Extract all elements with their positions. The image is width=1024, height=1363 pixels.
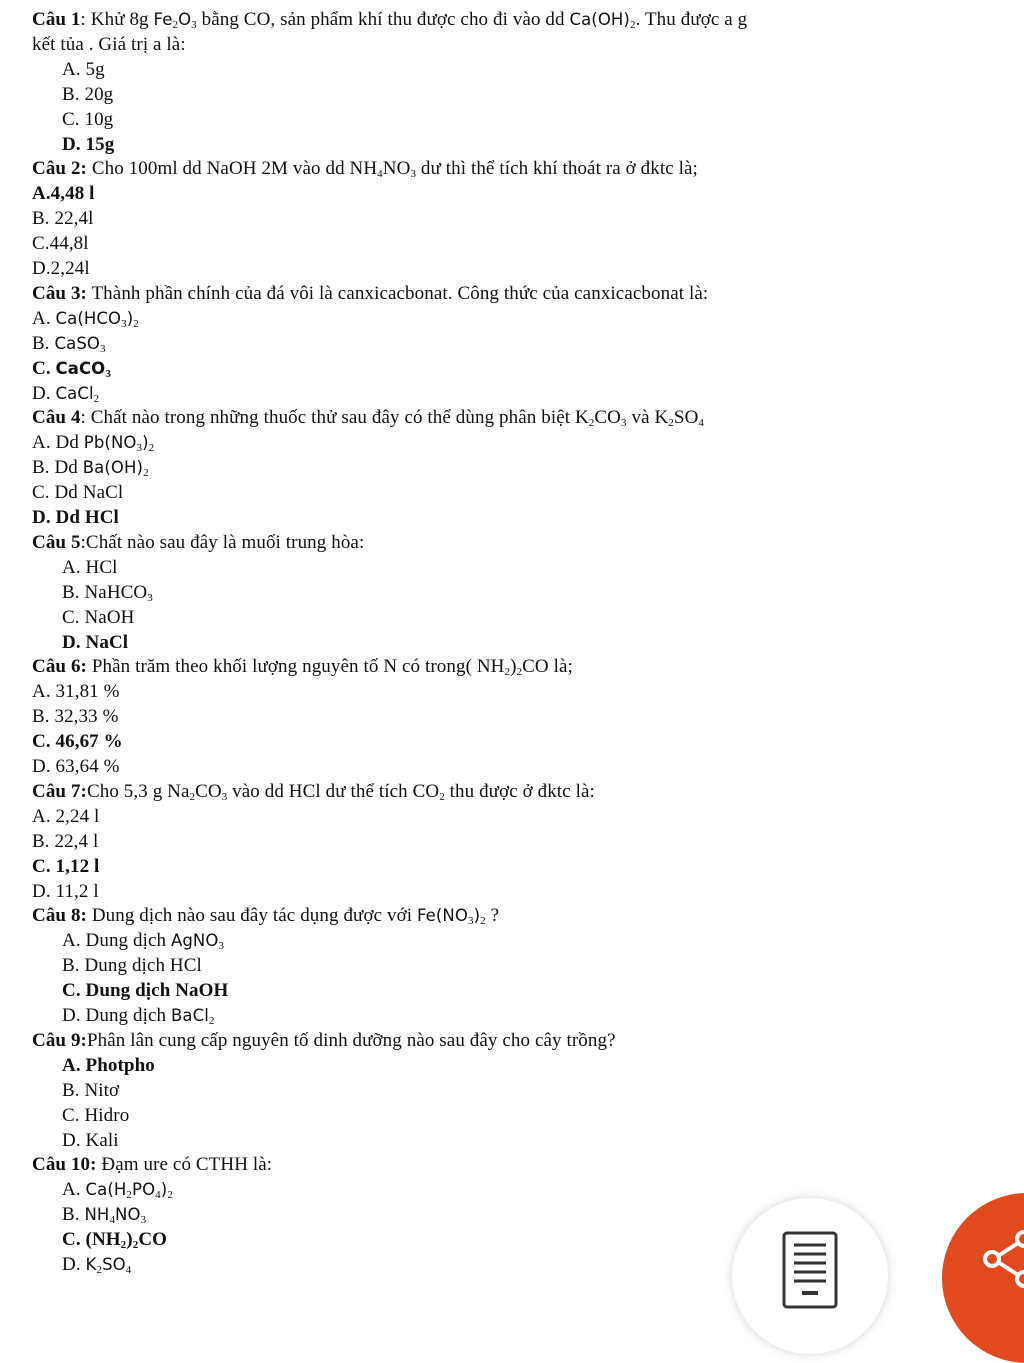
answer-option <box>32 705 119 729</box>
subscript: 2 <box>96 1264 103 1276</box>
answer-option <box>62 1228 167 1252</box>
text-run: CO <box>594 407 622 429</box>
answer-option <box>32 855 99 879</box>
text-run: CaCl <box>55 383 94 403</box>
subscript: 2 <box>516 666 523 679</box>
answer-option <box>32 382 99 406</box>
answer-option <box>32 830 98 854</box>
text-run: ) <box>142 433 149 453</box>
answer-option <box>32 357 111 381</box>
answer-option <box>32 755 120 779</box>
text-run: Phần trăm theo khối lượng nguyên tố N có trong( NH <box>86 656 505 678</box>
text-run: A. Dd <box>32 432 84 454</box>
share-icon <box>978 1229 1024 1289</box>
answer-option <box>62 954 202 978</box>
question-line <box>32 8 747 32</box>
subscript: 2 <box>668 417 674 430</box>
answer-option <box>32 332 106 356</box>
text-run: CaCO <box>55 358 106 378</box>
text-run: ) <box>126 308 134 328</box>
text-run: A. Dung dịch <box>62 930 171 952</box>
answer-option <box>62 581 153 605</box>
text-run: B. Nitơ <box>62 1079 120 1101</box>
subscript: 3 <box>147 591 153 604</box>
subscript: 3 <box>218 940 225 953</box>
text-run: Câu 5 <box>32 531 81 553</box>
text-run: C. NaOH <box>62 606 135 628</box>
subscript: 4 <box>109 1214 116 1227</box>
answer-option <box>32 506 119 530</box>
subscript: 2 <box>126 1189 133 1202</box>
subscript: 2 <box>133 317 139 330</box>
answer-option <box>62 979 228 1003</box>
answer-option <box>32 257 90 281</box>
text-run: A. <box>32 307 56 329</box>
subscript: 2 <box>208 1015 215 1027</box>
answer-option <box>62 631 128 655</box>
text-run: Câu 10: <box>32 1154 97 1176</box>
subscript: 2 <box>167 1189 173 1202</box>
text-run: C. 10g <box>62 108 114 130</box>
text-run: A.4,48 l <box>32 183 95 205</box>
answer-option <box>62 108 113 132</box>
text-run: bằng CO, sản phẩm khí thu được cho đi vào dd <box>196 9 570 30</box>
text-run: D. 11,2 l <box>32 880 99 902</box>
question-line <box>32 1153 272 1177</box>
text-run: Ca(H <box>85 1180 127 1200</box>
text-run: C. <box>62 1229 86 1251</box>
text-run: C. Hidro <box>62 1104 130 1126</box>
text-run: A. <box>62 1179 86 1201</box>
answer-option <box>62 1129 119 1153</box>
text-run: Cho 100ml dd NaOH 2M vào dd NH <box>86 158 378 180</box>
text-run: vào dd HCl dư thể tích CO <box>227 780 440 802</box>
text-run: B. 32,33 % <box>32 706 119 728</box>
text-run: CaSO <box>54 333 100 353</box>
text-run: C. Dd NaCl <box>32 482 124 504</box>
question-line <box>32 655 573 679</box>
text-run: D. Dung dịch <box>62 1005 171 1026</box>
text-run: A. 5g <box>62 58 105 80</box>
text-run: C.44,8l <box>32 233 89 255</box>
question-line <box>32 531 364 555</box>
text-run: BaCl <box>170 1006 209 1025</box>
text-run: D. 63,64 % <box>32 756 120 777</box>
answer-option <box>62 1178 173 1202</box>
answer-option <box>62 83 113 107</box>
text-run: CO <box>195 780 222 802</box>
answer-option <box>32 481 123 505</box>
text-run: B. Dung dịch HCl <box>62 955 202 977</box>
text-run: O <box>178 10 192 29</box>
text-run: kết tủa . Giá trị a là: <box>32 33 186 55</box>
text-run: : Khử 8g <box>80 9 154 30</box>
text-run: C. 46,67 % <box>32 731 123 753</box>
text-run: C. 1,12 l <box>32 855 100 877</box>
text-run: CO là; <box>522 656 573 678</box>
answer-option <box>62 929 224 953</box>
text-run: (NH <box>85 1229 121 1251</box>
text-run: D. Dd HCl <box>32 507 119 528</box>
document-icon <box>780 1231 840 1311</box>
text-run: Đạm ure có CTHH là: <box>96 1154 273 1176</box>
subscript: 3 <box>221 790 228 803</box>
subscript: 3 <box>621 417 627 430</box>
subscript: 2 <box>480 915 486 928</box>
subscript: 2 <box>172 19 179 31</box>
answer-option <box>62 1054 155 1078</box>
text-run: D. <box>62 1254 86 1275</box>
subscript: 4 <box>125 1264 132 1276</box>
subscript: 2 <box>93 392 100 405</box>
text-run: D. NaCl <box>62 631 129 653</box>
text-run: K <box>654 407 669 429</box>
answer-option <box>32 182 95 206</box>
answer-option <box>32 456 149 480</box>
text-run: B. 20g <box>62 83 114 105</box>
text-run: Ba(OH) <box>82 458 144 478</box>
text-run: B. <box>32 332 55 354</box>
text-run: A. 2,24 l <box>32 805 100 827</box>
subscript: 3 <box>467 915 474 928</box>
answer-option <box>32 680 120 704</box>
answer-option <box>32 307 139 331</box>
subscript: 4 <box>698 417 705 430</box>
subscript: 2 <box>439 790 445 803</box>
subscript: 3 <box>140 1214 147 1227</box>
subscript: 2 <box>189 790 196 803</box>
question-line <box>32 904 499 928</box>
answer-option <box>32 431 154 455</box>
answer-option <box>62 1253 131 1277</box>
text-run: NO <box>115 1205 141 1225</box>
text-run: D. Kali <box>62 1129 119 1151</box>
subscript: 4 <box>377 168 383 181</box>
text-run: NH <box>84 1205 110 1225</box>
text-run: :Chất nào sau đây là muối trung hòa: <box>80 531 365 553</box>
share-button[interactable] <box>942 1193 1024 1363</box>
subscript: 3 <box>99 342 106 355</box>
text-run: Câu 8: <box>32 905 87 927</box>
question-line <box>32 1029 616 1053</box>
answer-option <box>62 1004 215 1028</box>
text-run: B. <box>62 1204 85 1226</box>
subscript: 3 <box>105 367 111 380</box>
text-run: B. 22,4 l <box>32 830 99 852</box>
question-line <box>32 157 698 181</box>
text-run: K <box>85 1255 97 1274</box>
text-run: D.2,24l <box>32 258 90 279</box>
text-run: D. <box>32 382 56 404</box>
subscript: 3 <box>136 442 143 455</box>
text-run: C. Dung dịch NaOH <box>62 980 229 1002</box>
answer-option <box>62 133 114 157</box>
question-line-continued <box>32 33 186 57</box>
text-run: Câu 7: <box>32 780 87 802</box>
text-run: Dung dịch nào sau đây tác dụng được với <box>86 905 417 927</box>
text-run: Fe <box>153 10 173 29</box>
subscript: 2 <box>504 666 511 679</box>
answer-option <box>62 58 105 82</box>
text-run: B. Dd <box>32 457 83 479</box>
text-run: Câu 6: <box>32 656 87 678</box>
question-line <box>32 282 708 306</box>
text-run: SO <box>673 407 699 429</box>
answer-option <box>32 207 94 231</box>
subscript: 3 <box>121 317 127 330</box>
text-run: thu được ở đktc là: <box>444 780 595 802</box>
subscript: 3 <box>191 19 197 31</box>
answer-option <box>32 805 99 829</box>
text-run: : Chất nào trong những thuốc thử sau đây có thể dùng phân biệt <box>80 407 575 429</box>
text-run: dư thì thể tích khí thoát ra ở đktc là; <box>416 158 698 180</box>
text-run: A. 31,81 % <box>32 681 120 703</box>
text-run: và <box>626 407 655 429</box>
text-run: C. <box>32 357 56 379</box>
subscript: 2 <box>148 442 155 455</box>
text-run: B. 22,4l <box>32 208 94 230</box>
subscript: 2 <box>132 1239 139 1252</box>
subscript: 4 <box>155 1189 161 1202</box>
text-run: Cho 5,3 g Na <box>86 780 190 802</box>
question-line <box>32 406 704 430</box>
text-run: A. HCl <box>62 556 118 578</box>
subscript: 2 <box>143 467 149 480</box>
text-run: K <box>574 407 589 429</box>
text-run: Pb(NO <box>83 433 137 453</box>
text-run: Ca(HCO <box>55 308 122 328</box>
text-run: Câu 1 <box>32 9 81 30</box>
text-run: ) <box>510 656 517 678</box>
text-run: Thành phần chính của đá vôi là canxicacbonat. Công thức của canxicacbonat là: <box>86 282 709 304</box>
text-run: Phân lân cung cấp nguyên tố dinh dưỡng nào sau đây cho cây trồng? <box>86 1029 616 1051</box>
answer-option <box>32 880 99 904</box>
text-run: B. NaHCO <box>62 581 148 603</box>
answer-option <box>32 232 89 256</box>
subscript: 2 <box>588 417 595 430</box>
subscript: 2 <box>120 1239 127 1252</box>
text-run: ) <box>126 1229 133 1251</box>
answer-option <box>62 1104 129 1128</box>
subscript: 3 <box>410 168 417 181</box>
text-run: Câu 2: <box>32 158 87 180</box>
text-run: ? <box>485 905 500 927</box>
text-run: D. 15g <box>62 133 115 155</box>
answer-option <box>62 556 118 580</box>
text-run: . Thu được a g <box>635 9 748 30</box>
text-run: PO <box>132 1180 156 1200</box>
question-line <box>32 780 595 804</box>
text-run: Câu 3: <box>32 282 87 304</box>
subscript: 2 <box>629 19 636 31</box>
text-run: ) <box>160 1180 168 1200</box>
text-run: AgNO <box>170 931 219 951</box>
text-run: NO <box>382 158 411 180</box>
answer-option <box>62 1079 119 1103</box>
text-run: CO <box>138 1229 168 1251</box>
text-run: ) <box>473 906 481 926</box>
text-run: Ca(OH) <box>569 10 630 29</box>
text-run: A. Photpho <box>62 1054 155 1076</box>
text-run: Câu 4 <box>32 407 81 429</box>
document-view-button[interactable] <box>732 1198 888 1354</box>
text-run: SO <box>102 1255 126 1274</box>
answer-option <box>32 730 123 754</box>
answer-option <box>62 1203 146 1227</box>
text-run: Fe(NO <box>416 906 468 926</box>
text-run: Câu 9: <box>32 1029 87 1051</box>
answer-option <box>62 606 134 630</box>
